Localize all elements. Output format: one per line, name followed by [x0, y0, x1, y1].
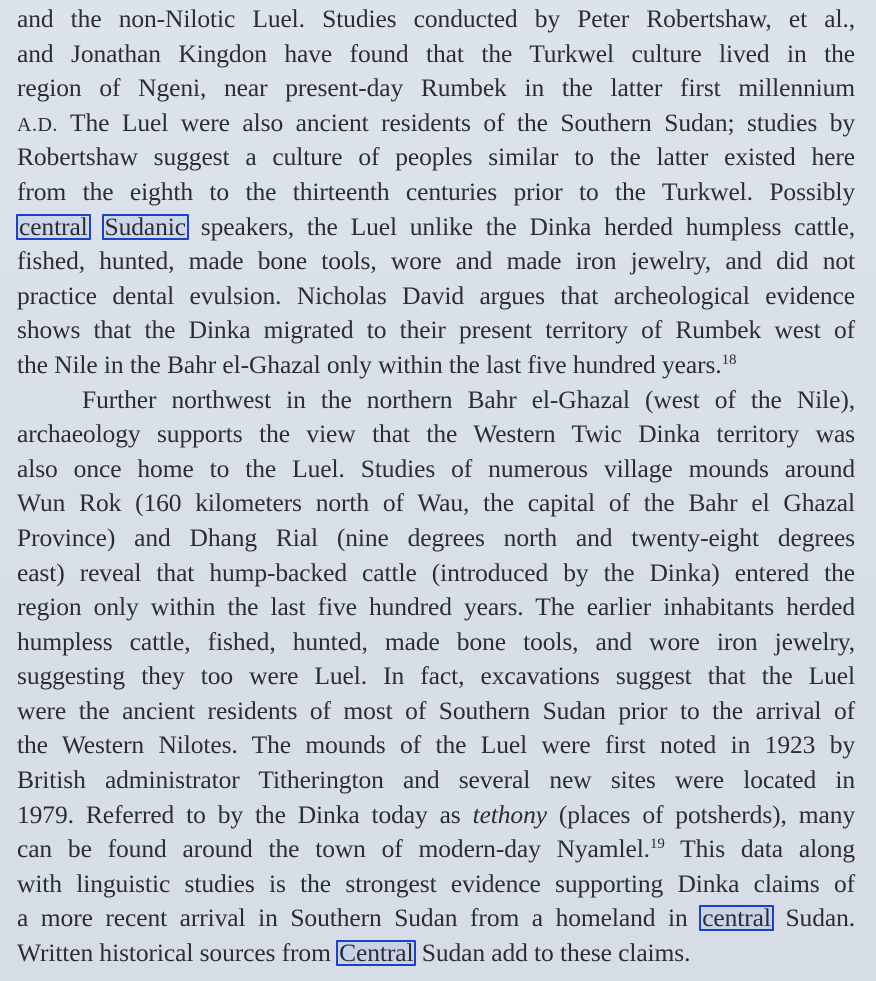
text-segment: practice dental evulsion. Nicholas David argues that archeological evidence	[17, 280, 855, 310]
text-segment: the Nile in the Bahr el-Ghazal only within the last five hundred years.	[17, 349, 722, 379]
text-segment: Sudan add to these claims.	[415, 938, 691, 968]
text-segment: Robertshaw suggest a culture of peoples similar to the latter existed here	[17, 142, 855, 172]
text-segment: with linguistic studies is the strongest evidence supporting Dinka claims of	[17, 868, 855, 898]
text-line	[17, 486, 855, 521]
text-segment: fished, hunted, made bone tools, wore and made iron jewelry, and did not	[17, 246, 855, 276]
text-segment: east) reveal that hump-backed cattle (introduced by the Dinka) entered the	[17, 557, 855, 587]
text-segment: Further northwest in the northern Bahr el-Ghazal (west of the Nile),	[82, 384, 855, 414]
text-segment: region of Ngeni, near present-day Rumbek in the latter first millennium	[17, 73, 855, 103]
text-segment: Wun Rok (160 kilometers north of Wau, the capital of the Bahr el Ghazal	[17, 488, 855, 518]
text-line	[17, 867, 855, 902]
text-segment: and the non-Nilotic Luel. Studies conducted by Peter Robertshaw, et al.,	[17, 4, 855, 33]
text-segment: 1979. Referred to by the Dinka today as	[17, 799, 473, 829]
text-line	[17, 175, 855, 210]
text-segment: from the eighth to the thirteenth centuries prior to the Turkwel. Possibly	[17, 176, 855, 206]
text-segment: Province) and Dhang Rial (nine degrees north and twenty-eight degrees	[17, 522, 855, 552]
highlighted-word: central	[699, 905, 774, 931]
text-line	[17, 521, 855, 556]
text-line	[17, 106, 855, 141]
italic-term: tethony	[472, 799, 547, 829]
text-segment: were the ancient residents of most of Southern Sudan prior to the arrival of	[17, 695, 855, 725]
text-segment: archaeology supports the view that the Western Twic Dinka territory was	[17, 419, 855, 449]
text-segment: and Jonathan Kingdon have found that the Turkwel culture lived in the	[17, 38, 855, 68]
text-segment: British administrator Titherington and several new sites were located in	[17, 765, 855, 795]
highlighted-word: Central	[336, 940, 416, 966]
text-line	[17, 659, 855, 694]
text-line	[17, 37, 855, 72]
text-segment: suggesting they too were Luel. In fact, excavations suggest that the Luel	[17, 661, 855, 691]
text-line	[17, 832, 855, 867]
text-line	[17, 2, 855, 37]
text-line	[17, 244, 855, 279]
text-line	[17, 383, 855, 418]
text-segment: can be found around the town of modern-day Nyamlel.	[17, 834, 650, 864]
highlighted-word: central	[16, 214, 91, 240]
text-segment: The Luel were also ancient residents of the Southern Sudan; studies by	[57, 107, 855, 137]
text-segment: (places of potsherds), many	[546, 799, 855, 829]
text-segment: region only within the last five hundred years. The earlier inhabitants herded	[17, 592, 855, 622]
text-segment: also once home to the Luel. Studies of numerous village mounds around	[17, 453, 855, 483]
era-abbreviation: A.D.	[17, 113, 58, 136]
text-segment: a more recent arrival in Southern Sudan from a homeland in	[17, 903, 701, 933]
footnote-marker: 19	[649, 836, 665, 853]
text-line	[17, 452, 855, 487]
text-segment: humpless cattle, fished, hunted, made bone tools, and wore iron jewelry,	[17, 626, 855, 656]
text-line	[17, 798, 855, 833]
text-segment	[90, 212, 103, 241]
footnote-marker: 18	[721, 351, 737, 368]
text-segment: shows that the Dinka migrated to their present territory of Rumbek west of	[17, 315, 855, 345]
text-line	[17, 210, 855, 245]
text-line	[17, 901, 855, 936]
text-line	[17, 140, 855, 175]
text-line	[17, 763, 855, 798]
highlighted-word: Sudanic	[102, 214, 189, 240]
text-segment: speakers, the Luel unlike the Dinka herded humpless cattle,	[187, 211, 855, 241]
text-segment: This data along	[664, 834, 856, 864]
text-line	[17, 625, 855, 660]
text-segment: Sudan.	[772, 903, 855, 933]
text-line	[17, 417, 855, 452]
text-segment: Written historical sources from	[17, 938, 338, 968]
text-line	[17, 556, 855, 591]
text-body	[17, 2, 855, 971]
text-line	[17, 313, 855, 348]
text-line	[17, 348, 855, 383]
text-line	[17, 694, 855, 729]
text-line	[17, 590, 855, 625]
text-segment: the Western Nilotes. The mounds of the Luel were first noted in 1923 by	[17, 730, 855, 760]
text-line	[17, 936, 855, 971]
text-line	[17, 728, 855, 763]
document-page	[17, 2, 855, 971]
text-line	[17, 279, 855, 314]
text-line	[17, 71, 855, 106]
